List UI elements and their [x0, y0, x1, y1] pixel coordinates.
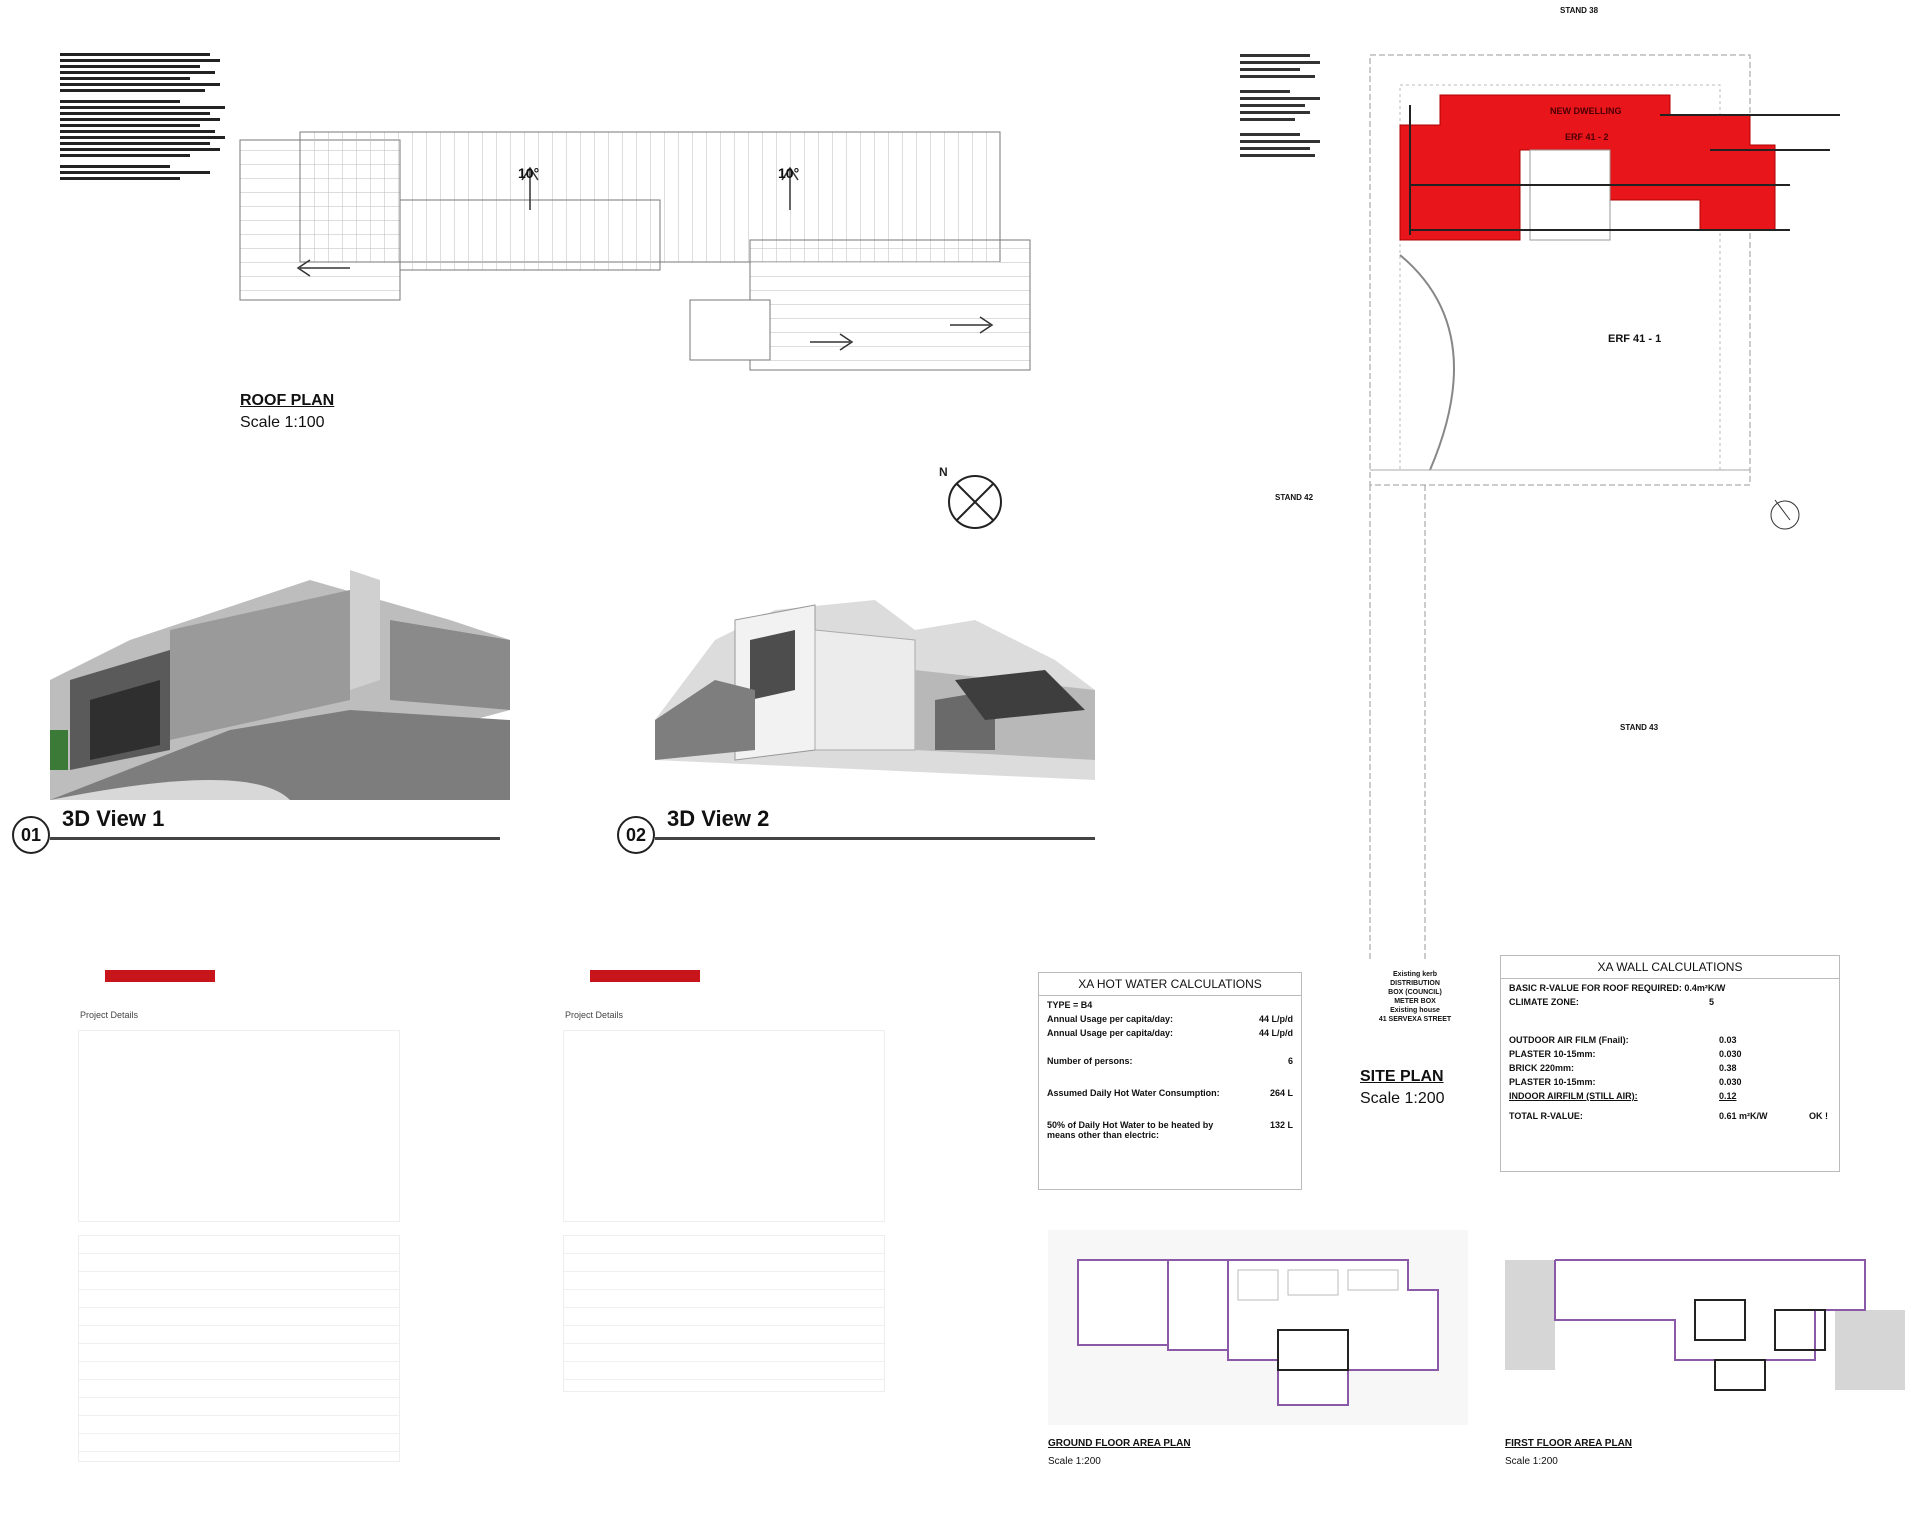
view-1-label: 3D View 1	[62, 806, 165, 831]
hot-water-row-label: Annual Usage per capita/day:	[1047, 1014, 1174, 1024]
hot-water-row-value: 44 L/p/d	[1258, 1028, 1293, 1038]
address-line-3: BOX (COUNCIL)	[1388, 989, 1442, 996]
hot-water-title: XA HOT WATER CALCULATIONS	[1039, 973, 1301, 996]
view-1-number: 01	[12, 816, 50, 854]
wall-row-value: 0.030	[1719, 1049, 1742, 1059]
address-line-2: DISTRIBUTION	[1390, 980, 1440, 987]
north-arrow-icon	[935, 460, 1005, 530]
wall-row-label: OUTDOOR AIR FILM (Fnail):	[1509, 1035, 1629, 1045]
first-floor-plan	[1505, 1250, 1910, 1480]
sheet-1-table	[78, 1235, 400, 1462]
sheet-1-logo	[105, 970, 215, 982]
address-line-4: METER BOX	[1394, 998, 1436, 1005]
first-floor-drawing	[1505, 1250, 1910, 1425]
sheet-2-table	[563, 1235, 885, 1392]
new-dwelling-footprint	[1400, 95, 1775, 240]
ground-floor-drawing	[1048, 1230, 1468, 1425]
hot-water-row	[1047, 1088, 1293, 1098]
view-1-render	[50, 560, 510, 800]
site-erf-main: ERF 41 - 2	[1565, 132, 1609, 142]
site-plan-drawing	[1230, 0, 1910, 960]
project-sheet-1	[70, 950, 410, 1470]
hot-water-row	[1047, 1120, 1293, 1140]
site-stand-left: STAND 42	[1275, 493, 1314, 502]
ground-floor-scale: Scale 1:200	[1048, 1456, 1101, 1467]
ground-floor-plan	[1048, 1230, 1468, 1480]
hot-water-row-value: 6	[1287, 1056, 1293, 1066]
total-label: TOTAL R-VALUE:	[1509, 1111, 1583, 1121]
climate-label: CLIMATE ZONE:	[1509, 997, 1579, 1007]
hot-water-row-label: Assumed Daily Hot Water Consumption:	[1047, 1088, 1220, 1098]
wall-row-value: 0.12	[1719, 1091, 1737, 1101]
sheet-1-title: Project Details	[80, 1010, 139, 1020]
wall-row-label: INDOOR AIRFILM (STILL AIR):	[1509, 1091, 1638, 1101]
hot-water-row-value: 264 L	[1269, 1088, 1293, 1098]
view-2	[610, 600, 1100, 870]
sheet-1-details-panel	[78, 1030, 400, 1222]
wall-calc-header-text: BASIC R-VALUE FOR ROOF REQUIRED: 0.4m²K/W	[1509, 983, 1726, 993]
address-line-1: Existing kerb	[1393, 971, 1437, 978]
wall-calc-row	[1509, 1077, 1831, 1087]
hot-water-row	[1047, 1056, 1293, 1066]
roof-plan-title: ROOF PLAN	[240, 392, 335, 409]
view-2-rule	[655, 837, 1095, 840]
project-sheet-2	[555, 950, 895, 1400]
site-notes	[1240, 50, 1330, 161]
wall-row-label: BRICK 220mm:	[1509, 1063, 1575, 1073]
roof-plan-scale: Scale 1:100	[240, 414, 325, 431]
wall-calc-header	[1509, 983, 1831, 993]
first-floor-title: FIRST FLOOR AREA PLAN	[1505, 1438, 1633, 1449]
wall-calc-total	[1509, 1111, 1831, 1121]
view-1-rule	[50, 837, 500, 840]
site-stand-top: STAND 38	[1560, 6, 1599, 15]
hot-water-row-value: 44 L/p/d	[1258, 1014, 1293, 1024]
hot-water-row-label: 50% of Daily Hot Water to be heated by means other than electric:	[1047, 1120, 1214, 1140]
total-value: 0.61 m²K/W	[1719, 1111, 1768, 1121]
site-stand-right: STAND 43	[1620, 723, 1659, 732]
hot-water-type	[1047, 1000, 1293, 1010]
wall-calc-row	[1509, 1091, 1831, 1101]
hot-water-type-label: TYPE = B4	[1047, 1000, 1093, 1010]
site-dwelling-label: NEW DWELLING	[1550, 106, 1622, 116]
roof-pitch-label-2: 10°	[778, 165, 800, 181]
site-address-block	[1355, 970, 1475, 1024]
site-plan	[1230, 0, 1920, 1107]
wall-row-value: 0.03	[1719, 1035, 1737, 1045]
wall-row-value: 0.38	[1719, 1063, 1737, 1073]
ground-floor-title: GROUND FLOOR AREA PLAN	[1048, 1438, 1191, 1449]
sheet-2-title: Project Details	[565, 1010, 624, 1020]
view-2-number: 02	[617, 816, 655, 854]
site-plan-title: SITE PLAN	[1360, 1068, 1444, 1085]
wall-calculations	[1500, 955, 1840, 1172]
view-1	[10, 560, 500, 870]
svg-text:N: N	[939, 465, 948, 479]
roof-plan-drawing	[230, 80, 1070, 380]
address-line-6: 41 SERVEXA STREET	[1378, 1016, 1452, 1023]
hot-water-row	[1047, 1028, 1293, 1038]
first-floor-scale: Scale 1:200	[1505, 1456, 1558, 1467]
wall-calc-climate	[1509, 997, 1831, 1007]
sheet-2-details-panel	[563, 1030, 885, 1222]
address-line-5: Existing house	[1390, 1007, 1440, 1014]
hot-water-row-label: Annual Usage per capita/day:	[1047, 1028, 1174, 1038]
wall-row-value: 0.030	[1719, 1077, 1742, 1087]
site-erf-other: ERF 41 - 1	[1608, 333, 1662, 345]
wall-calc-title: XA WALL CALCULATIONS	[1501, 956, 1839, 979]
wall-row-label: PLASTER 10-15mm:	[1509, 1077, 1596, 1087]
climate-value: 5	[1709, 997, 1715, 1007]
view-2-label: 3D View 2	[667, 806, 770, 831]
ok-label: OK !	[1809, 1111, 1828, 1121]
wall-row-label: PLASTER 10-15mm:	[1509, 1049, 1596, 1059]
hot-water-calculations	[1038, 972, 1302, 1190]
wall-calc-row	[1509, 1049, 1831, 1059]
sheet-2-logo	[590, 970, 700, 982]
hot-water-row-label: Number of persons:	[1047, 1056, 1133, 1066]
site-plan-scale: Scale 1:200	[1360, 1090, 1445, 1107]
roof-pitch-label-1: 10°	[518, 165, 540, 181]
roof-notes	[60, 50, 230, 183]
hot-water-row	[1047, 1014, 1293, 1024]
view-2-render	[655, 600, 1095, 790]
hot-water-row-value: 132 L	[1269, 1120, 1293, 1130]
wall-calc-row	[1509, 1063, 1831, 1073]
roof-plan	[40, 40, 1070, 479]
wall-calc-row	[1509, 1035, 1831, 1045]
